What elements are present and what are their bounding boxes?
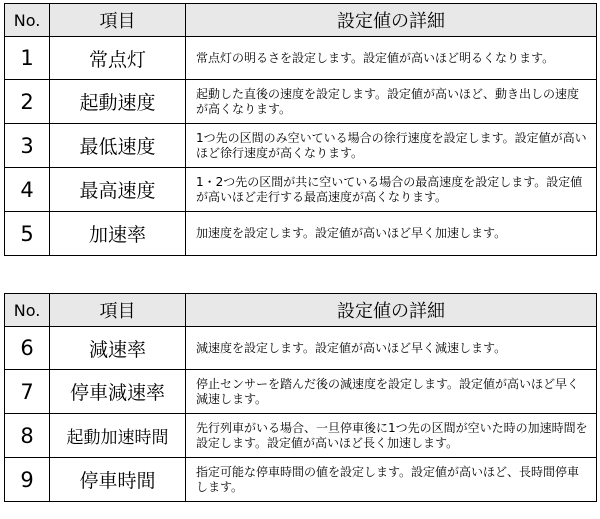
row-number: 3 (5, 124, 50, 168)
row-item: 減速率 (50, 327, 186, 370)
table-row (5, 327, 597, 370)
header-no: No. (5, 294, 50, 327)
table-header-row (5, 4, 597, 37)
row-detail: 先行列車がいる場合、一旦停車後に1つ先の区間が空いた時の加速時間を設定します。設定値が高いほど長く加速します。 (186, 414, 597, 458)
row-number: 8 (5, 414, 50, 458)
row-detail: 減速度を設定します。設定値が高いほど早く減速します。 (186, 327, 597, 370)
row-detail: 1・2つ先の区間が共に空いている場合の最高速度を設定します。設定値が高いほど走行する最高速度が高くなります。 (186, 168, 597, 212)
row-detail: 加速度を設定します。設定値が高いほど早く加速します。 (186, 212, 597, 256)
table-row (5, 212, 597, 256)
row-item: 最低速度 (50, 124, 186, 168)
header-detail: 設定値の詳細 (186, 294, 597, 327)
table-row (5, 168, 597, 212)
row-item: 最高速度 (50, 168, 186, 212)
settings-table-1 (4, 3, 597, 256)
table-row (5, 458, 597, 502)
row-number: 4 (5, 168, 50, 212)
header-no: No. (5, 4, 50, 37)
row-detail: 指定可能な停車時間の値を設定します。設定値が高いほど、長時間停車します。 (186, 458, 597, 502)
row-detail: 起動した直後の速度を設定します。設定値が高いほど、動き出しの速度が高くなります。 (186, 80, 597, 124)
row-item: 加速率 (50, 212, 186, 256)
row-detail: 停止センサーを踏んだ後の減速度を設定します。設定値が高いほど早く減速します。 (186, 370, 597, 414)
row-detail: 1つ先の区間のみ空いている場合の徐行速度を設定します。設定値が高いほど徐行速度が高くなります。 (186, 124, 597, 168)
table-row (5, 80, 597, 124)
row-number: 5 (5, 212, 50, 256)
table-row (5, 370, 597, 414)
header-item: 項目 (50, 4, 186, 37)
row-detail: 常点灯の明るさを設定します。設定値が高いほど明るくなります。 (186, 37, 597, 80)
row-number: 1 (5, 37, 50, 80)
row-number: 6 (5, 327, 50, 370)
row-number: 7 (5, 370, 50, 414)
table-row (5, 124, 597, 168)
row-item: 常点灯 (50, 37, 186, 80)
row-item: 起動加速時間 (50, 414, 186, 458)
row-number: 2 (5, 80, 50, 124)
settings-table-2 (4, 293, 597, 502)
table-header-row (5, 294, 597, 327)
header-detail: 設定値の詳細 (186, 4, 597, 37)
row-item: 停車減速率 (50, 370, 186, 414)
row-item: 停車時間 (50, 458, 186, 502)
table-row (5, 414, 597, 458)
table-row (5, 37, 597, 80)
row-item: 起動速度 (50, 80, 186, 124)
header-item: 項目 (50, 294, 186, 327)
row-number: 9 (5, 458, 50, 502)
